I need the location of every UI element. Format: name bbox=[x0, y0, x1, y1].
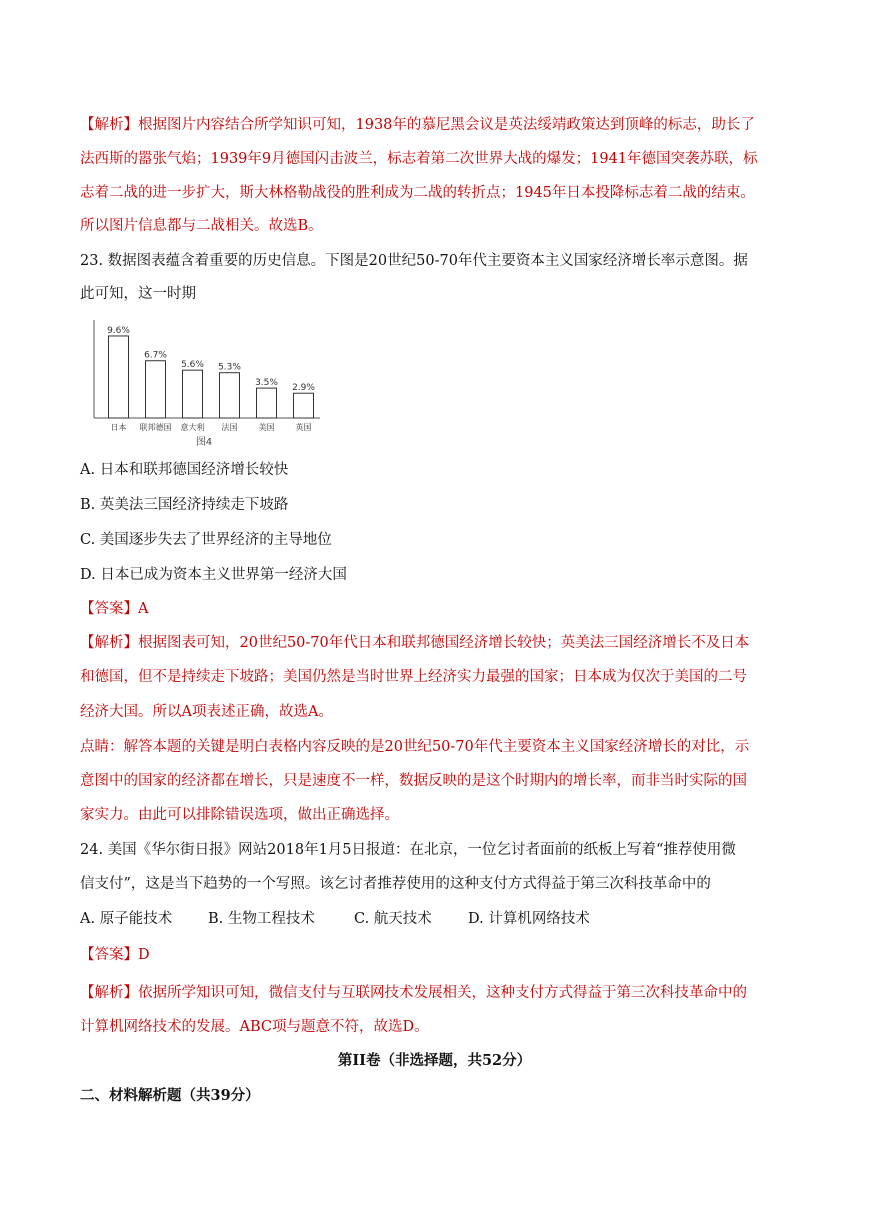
chart-bar-5 bbox=[294, 393, 314, 418]
q23-option-a: A. 日本和联邦德国经济增长较快 bbox=[80, 462, 289, 478]
q22-analysis-line-3: 志着二战的进一步扩大，斯大林格勒战役的胜利成为二战的转折点；1945年日本投降标志着二战的结束。 bbox=[80, 185, 755, 201]
q23-tip-line-3: 家实力。由此可以排除错误选项，做出正确选择。 bbox=[80, 807, 399, 823]
q23-answer-tag: 【答案】 bbox=[80, 601, 138, 617]
q23-option-b: B. 英美法三国经济持续走下坡路 bbox=[80, 497, 289, 513]
q22-analysis-tag: 【解析】 bbox=[80, 117, 138, 133]
chart-value-label-0: 9.6% bbox=[107, 325, 130, 336]
chart-value-label-4: 3.5% bbox=[255, 378, 278, 389]
chart-labels bbox=[107, 326, 315, 432]
section-title: 第II卷（非选择题，共52分） bbox=[337, 1052, 532, 1069]
part-title: 二、材料解析题（共39分） bbox=[80, 1087, 260, 1104]
q24-answer-tag: 【答案】 bbox=[80, 947, 138, 963]
q23-answer bbox=[80, 599, 148, 619]
q22-analysis-line-2: 法西斯的嚣张气焰；1939年9月德国闪击波兰，标志着第二次世界大战的爆发；1941年德国突袭苏联，标 bbox=[80, 151, 758, 167]
chart-value-label-5: 2.9% bbox=[292, 383, 315, 394]
chart-bar-1 bbox=[146, 361, 166, 418]
chart-bar-0 bbox=[109, 336, 129, 418]
chart-category-label-0: 日本 bbox=[110, 423, 127, 432]
q24-option-a: A. 原子能技术 bbox=[80, 911, 173, 927]
chart-category-label-1: 联邦德国 bbox=[139, 423, 172, 432]
chart-bars bbox=[109, 336, 314, 418]
q24-analysis-line-2: 计算机网络技术的发展。ABC项与题意不符，故选D。 bbox=[80, 1019, 429, 1035]
q23-analysis-line-3: 经济大国。所以A项表述正确，故选A。 bbox=[80, 704, 333, 720]
chart-value-label-3: 5.3% bbox=[218, 362, 241, 373]
chart-bar-3 bbox=[220, 373, 240, 418]
q24-answer-value: D bbox=[138, 947, 150, 963]
chart-category-label-3: 法国 bbox=[221, 423, 238, 432]
q23-analysis-line-2: 和德国，但不是持续走下坡路；美国仍然是当时世界上经济实力最强的国家；日本成为仅次于美国的二号 bbox=[80, 669, 747, 685]
q24-option-d: D. 计算机网络技术 bbox=[468, 911, 590, 927]
q23-tip-line-1: 点睛：解答本题的关键是明白表格内容反映的是20世纪50-70年代主要资本主义国家经济增长的对比，示 bbox=[80, 739, 750, 755]
q22-analysis-line-1: 【解析】根据图片内容结合所学知识可知，1938年的慕尼黑会议是英法绥靖政策达到顶峰的标志，助长了 bbox=[80, 117, 755, 133]
q24-analysis-tag: 【解析】 bbox=[80, 985, 138, 1001]
chart-category-label-2: 意大利 bbox=[180, 423, 205, 432]
q23-answer-value: A bbox=[138, 601, 149, 617]
q24-analysis-line-1: 【解析】依据所学知识可知，微信支付与互联网技术发展相关，这种支付方式得益于第三次科技革命中的 bbox=[80, 985, 747, 1001]
chart-value-label-1: 6.7% bbox=[144, 350, 167, 361]
q24-option-b: B. 生物工程技术 bbox=[208, 911, 315, 927]
q23-stem-line-2: 此可知，这一时期 bbox=[80, 286, 196, 302]
growth-rate-bar-chart bbox=[84, 318, 324, 448]
chart-bar-4 bbox=[257, 388, 277, 418]
q24-option-c: C. 航天技术 bbox=[354, 911, 432, 927]
chart-category-label-4: 美国 bbox=[258, 423, 275, 432]
q24-stem-line-2: 信支付”，这是当下趋势的一个写照。该乞讨者推荐使用的这种支付方式得益于第三次科技革命中的 bbox=[80, 876, 711, 892]
chart-value-label-2: 5.6% bbox=[181, 360, 204, 371]
q23-option-c: C. 美国逐步失去了世界经济的主导地位 bbox=[80, 532, 332, 548]
chart-caption: 图4 bbox=[195, 437, 213, 448]
q23-tip-line-2: 意图中的国家的经济都在增长，只是速度不一样，数据反映的是这个时期内的增长率，而非当时实际的国 bbox=[80, 773, 747, 789]
q24-answer bbox=[80, 945, 150, 965]
q23-analysis-line-1: 【解析】根据图表可知，20世纪50-70年代日本和联邦德国经济增长较快；英美法三国经济增长不及日本 bbox=[80, 635, 750, 651]
q22-analysis-line-4: 所以图片信息都与二战相关。故选B。 bbox=[80, 218, 323, 234]
q24-stem-line-1: 24. 美国《华尔街日报》网站2018年1月5日报道：在北京，一位乞讨者面前的纸板上写着“推荐使用微 bbox=[80, 842, 736, 858]
q23-option-d: D. 日本已成为资本主义世界第一经济大国 bbox=[80, 567, 347, 583]
q24-options bbox=[80, 909, 590, 929]
q23-stem-line-1: 23. 数据图表蕴含着重要的历史信息。下图是20世纪50-70年代主要资本主义国家经济增长率示意图。据 bbox=[80, 253, 748, 269]
q23-analysis-tag: 【解析】 bbox=[80, 635, 138, 651]
chart-category-label-5: 英国 bbox=[295, 423, 312, 432]
chart-bar-2 bbox=[183, 370, 203, 418]
